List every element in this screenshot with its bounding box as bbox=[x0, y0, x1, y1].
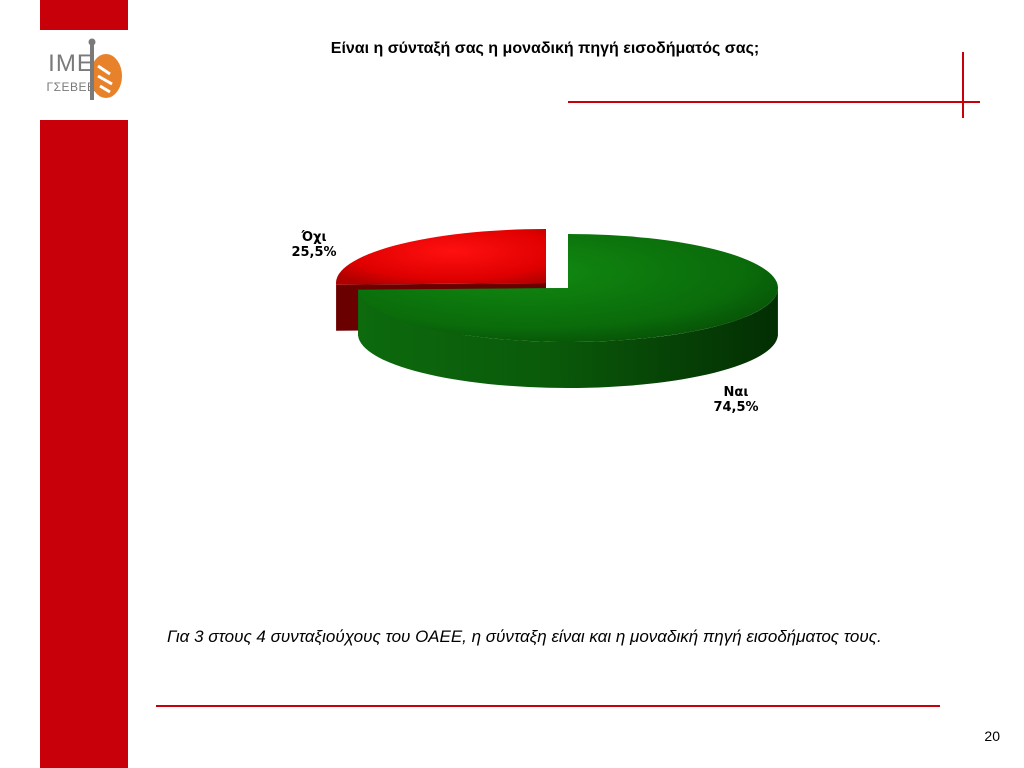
logo-text-gsevee: ΓΣΕΒΕΕ bbox=[46, 80, 96, 94]
slide-title: Είναι η σύνταξή σας η μοναδική πηγή εισοδήματός σας; bbox=[330, 40, 760, 57]
slice-label-yes-value: 74,5% bbox=[713, 400, 759, 415]
decorative-crosshair bbox=[0, 0, 1024, 130]
slice-label-no-value: 25,5% bbox=[291, 245, 337, 260]
bottom-divider bbox=[156, 705, 940, 707]
slice-label-yes bbox=[686, 385, 786, 415]
slice-label-yes-name: Ναι bbox=[723, 385, 749, 400]
slice-label-no-name: Όχι bbox=[301, 230, 327, 245]
conclusion-note: Για 3 στους 4 συνταξιούχους του ΟΑΕΕ, η σύνταξη είναι και η μοναδική πηγή εισοδήματος τους. bbox=[167, 627, 882, 646]
slice-label-no bbox=[264, 230, 364, 260]
page-number: 20 bbox=[984, 728, 1000, 744]
pie-slice-no bbox=[336, 229, 546, 285]
red-sidebar bbox=[40, 120, 128, 768]
logo-text-ime: IME bbox=[48, 50, 94, 77]
